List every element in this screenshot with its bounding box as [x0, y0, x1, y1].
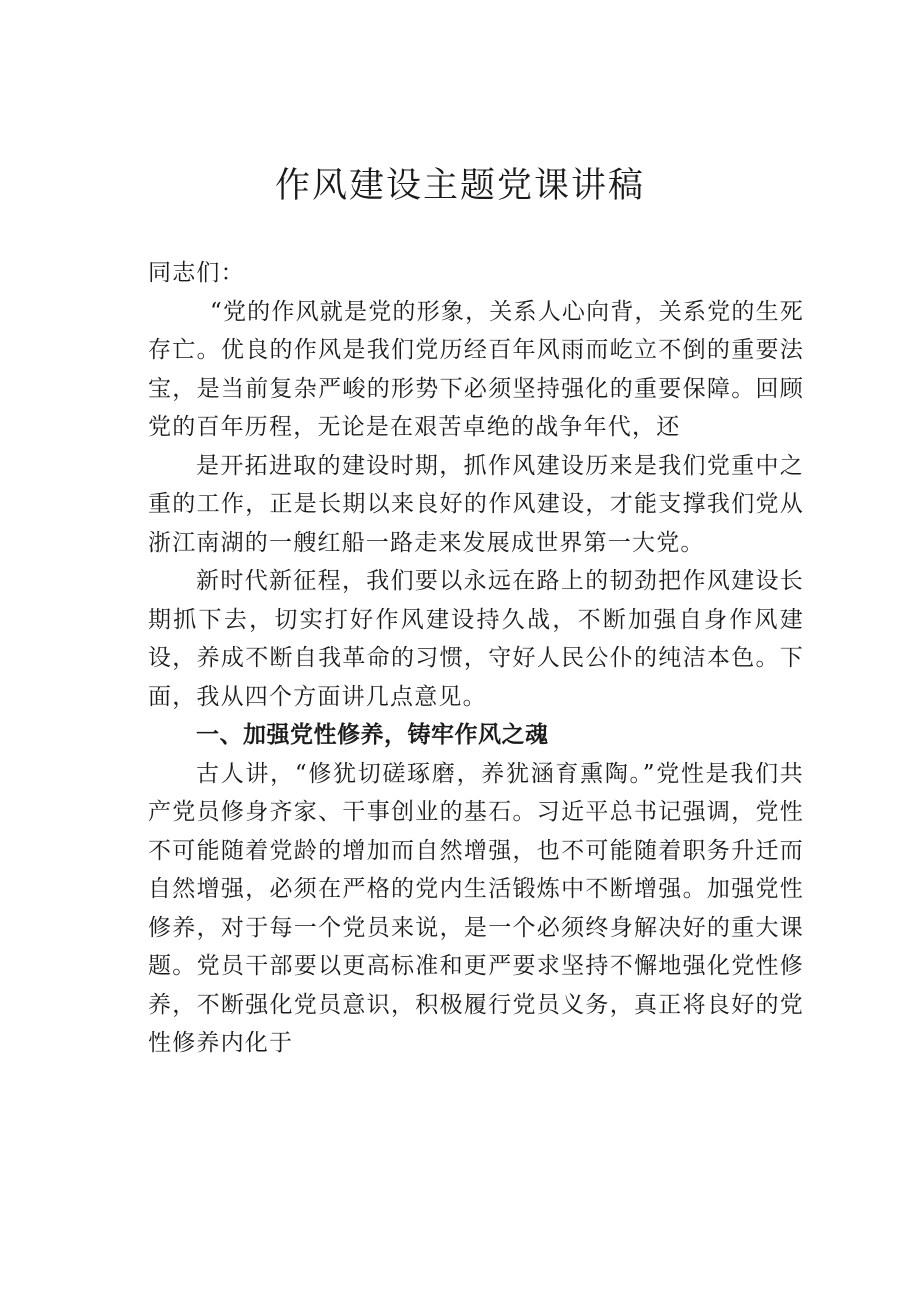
- paragraph-2: 是开拓进取的建设时期，抓作风建设历来是我们党重中之重的工作，正是长期以来良好的作风建设，才能支撑我们党从浙江南湖的一艘红船一路走来发展成世界第一大党。: [148, 452, 804, 556]
- section-paragraph: 古人讲，“修犹切磋琢磨，养犹涵育熏陶。”党性是我们共产党员修身齐家、干事创业的基石。习近平总书记强调，党性不可能随着党龄的增加而自然增强，也不可能随着职务升迁而自然增强，必须在严格的党内生活锻炼中不断增强。加强党性修养，对于每一个党员来说，是一个必须终身解决好的重大课题。党员干部要以更高标准和更严要求坚持不懈地强化党性修养，不断强化党员意识，积极履行党员义务，真正将良好的党性修养内化于: [148, 760, 804, 1056]
- paragraph-3: 新时代新征程，我们要以永远在路上的韧劲把作风建设长期抓下去，切实打好作风建设持久战，不断加强自身作风建设，养成不断自我革命的习惯，守好人民公仆的纯洁本色。下面，我从四个方面讲几点意见。: [148, 568, 804, 710]
- document-body: [148, 254, 804, 1063]
- document-title: 作风建设主题党课讲稿: [274, 166, 645, 206]
- salutation: 同志们：: [148, 260, 245, 286]
- section-heading: 一、加强党性修养，铸牢作风之魂: [196, 722, 549, 748]
- paragraph-1: “党的作风就是党的形象，关系人心向背，关系党的生死存亡。优良的作风是我们党历经百年风雨而屹立不倒的重要法宝，是当前复杂严峻的形势下必须坚持强化的重要保障。回顾党的百年历程，无论是在艰苦卓绝的战争年代，还: [148, 298, 804, 440]
